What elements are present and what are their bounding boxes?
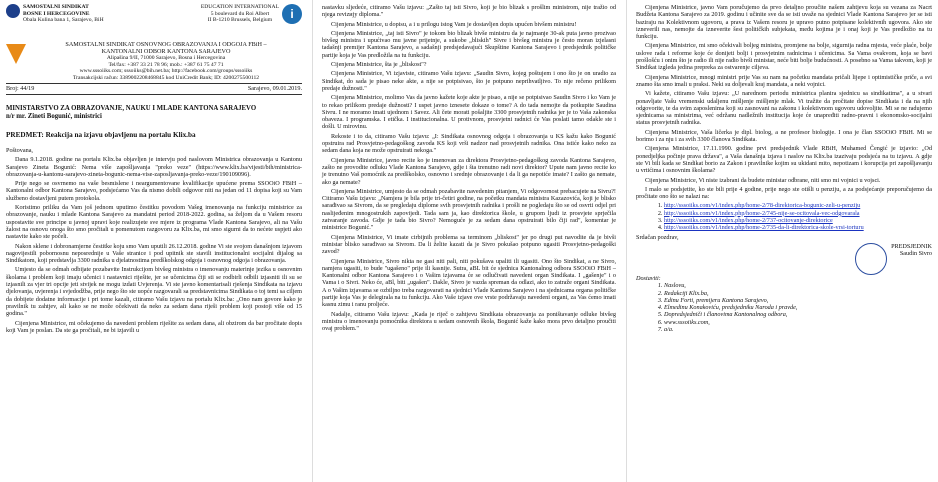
paragraph: Cijenjena Ministrice, 17.11.1990. godine prvi predsjednik Vlade RBiH, Muhamed Čengić je izjavio: „Od ponedjeljka počinje prava država", a Vaša današnja izjava i naslov na Klix.ba izazivaju podsjeća na tu izjavu. A gdje ste Vi bili kada se Sindikat borio za Zakon i pravilnike kojim su ukidani mito, nepotizam i korupcija pri zapošljavanju u vrtićima i osnovnim školama?	[636, 145, 932, 175]
letterhead-top	[6, 4, 302, 40]
org-address: Obala Kulina bana 1, Sarajevo, BiH	[23, 17, 104, 24]
paragraph: Cijenjena Ministrice, Vaša ličerka je dipl. biolog, a ne profesor biologije. I ona je član SSOOiO FBiH. Mi se borimo i za nju i za svih 3300 članova Sindikata.	[636, 128, 932, 144]
paragraph: Rekoste i to da, citiramo Vašu izjavu: „I: Sindikata osnovnog odgoja i obrazovanja u KS kažu kako Bogunić opstruira rad Prosvjetno-pedagoškog zavoda KS koji vrši nadzor nad prosvjetnih radnika. Ona istiće kako neko za sedam dana koja ne može opstruirati nekoga."	[322, 132, 616, 155]
links-list	[664, 202, 932, 231]
ei-address1: 5 boulevard du Roi Albert	[210, 10, 270, 17]
paragraph: Cijenjena Ministrice, molimo Vas da javno kažete koje akte je pisao, a nije se potpisivao Saudin Sivro i ko Vam je to rekao prilikom predaje dužnosti? I uspet javno iznesete dokaze o tome? A do tada nemojte da potkupite Saudina Sivru. I ne moramo imati ujednom i Savez. Ali čete morati pošalјite 3300 prosvjetnih radnika jer je to Vaša zakonska obaveza. I programska. I etička. I institucionalna. U protivnom, prosvjetni radnici će Vas poslati tamo odakle ste i došli. U mirovinu.	[322, 94, 616, 131]
addressee-block	[6, 105, 302, 121]
paragraph: I malo se podsjetite, ko ste bili prije 4 godine, prije nego ste otišli u penziju, a za podsjećanje preporučujemo da pročitate ono što se nalazi na:	[636, 185, 932, 201]
paragraph: Cijenjena Ministrice, Sivro nikta ne gasi niti pali, niti pokušava upaliti ili ugasiti. Ono što Sindikat, a ne Sivro, namjera ugasiti, to bude "ugašeno" prije ili kasnije. Sutra, aBL bit će sjednica Kantonalnog odbora SSOOiO FBiH – Kantonalni odbor Kantona Sarajevo i o Vašim izjavama će se odlučivati navedeni organ Sindikata. I „gašenje" i o Vama i o Sivri. Neko će, aBl, biti „ugašen". Dakle, Sivro je vazda spreman da odlazi, ako to zatraže organi Sindikata. A o Vašim izjavama se ozbiljno treba razgovarati na sjednici Vlade Kantona Sarajevo i na sjednicama organa političke partije koja Vas je delegirala na tu funkciju. Ako Vaše izjave ove vrste podržavaju navedeni organi, za Vas ćemo imati kasnu zimu i ranu proljeće.	[322, 257, 616, 309]
union-account: Transakcijski račun: 3389002208468845 kod UniCredit Bank; ID: 4200275500112	[72, 74, 260, 81]
header-divider	[6, 83, 302, 84]
union-letterhead	[6, 42, 302, 82]
paragraph: Cijenjena Ministrice, mnogi ministri prije Vas su nam na početku mandata pričali lijepe i optimističke priče, a svi znamo šta smo imali u praksi. Neki su dolјevali kraj mandata, a neki vojnici.	[636, 73, 932, 88]
reference-divider	[6, 94, 302, 95]
ei-address2: II B-1210 Brussels, Belgium	[207, 17, 273, 24]
paragraph: Cijenjena Ministrice, umjesto da se odmah pozabavite navedenim pitanjem, Vi odgovornost prebacujete na Sivru?! Citiramo Vašu izjavu: „Namjera je bila prije tri-četiri godine, na početku mandata ministra Kazazovića, koji je blisko sarađivao sa Sivrom, da se pregledaju diplome svih prosvjetnih radnika i prošli ne pogledaju što se od osvrti odjel pri naslijeđenim mnogostrukih zapovijedi. Tada sam ja, kao direktorica škole, u grupom ljudi iz prosvjete sprječila zatvaranje zavoda. Gdje je tada bio Sivro? Nemoguće je za sedam dana opstruirati bilo čiji rad", komentar je ministrice Bogunić."	[322, 187, 616, 232]
salutation: Poštovana,	[6, 146, 33, 154]
paragraph: Cijenjena Ministrice, u dopisu, a i u prilogu istog Vam je dostavljen dopis upućen bivšem ministru!	[331, 20, 577, 28]
distribution-title: Dostaviti:	[636, 274, 661, 282]
addressee-line1: MINISTARSTVO ZA OBRAZOVANJE, NAUKU I MLADE KANTONA SARAJEVO	[6, 104, 257, 112]
distribution-list	[664, 282, 932, 333]
union-title1: SAMOSTALNI SINDIKAT OSNOVNOG OBRAZOVANJA I ODGOJA FBiH –	[65, 41, 267, 48]
paragraph: Cijenjena Ministrice, Vi imate cirbijnih problema sa terminom „bliskost" jer po drugi put navodite da je bivši ministar blisko sarađivao sa Sivrom. Da li želite kazati da je Sivro pokušao potpuno ugasiti Prosvjetno-pedagoški zavod?	[322, 233, 616, 256]
list-item	[664, 202, 932, 209]
signature-block	[636, 243, 932, 275]
paragraph: Cijenjena Ministrice, šta je „bliskost"?	[331, 61, 427, 69]
union-address: Alipašina 9/II, 71000 Sarajevo, Bosna i Hercegovina	[106, 55, 226, 62]
letter-page-2	[316, 0, 622, 482]
paragraph: Cijenjena Ministrice, Vi izjaviste, citiramo Vašu izjavu: „Saudin Sivro, kojeg poštujem i ono što je on uradio za Sindikat, do sada je pisao neke akte, a nije se potpisivao, što je potpuno neprihvatljivo. To nije rečeno prilikom predaje dužnosti."	[322, 70, 616, 92]
paragraph: Nakon sklene i dobronamjerne čestitke koju smo Vam uputili 26.12.2018. godine Vi ste svojom današnjom izjavom nagovijestili pobornosnu neposrednije u Vaše stranice i pod upitnik ste stavili institucionalni socijalni dijalog sa Sindikatom, koji predstavlja 3300 radnika u djelatnostima predškolskog odgoja i osnovnog odgoja i obrazovanja.	[6, 242, 302, 265]
ref-date: Sarajevo, 09.01.2019.	[247, 84, 302, 92]
letter-page-1	[0, 0, 308, 482]
page-gap-2	[626, 0, 627, 482]
ei-logo-icon: i	[282, 4, 302, 24]
page-gap-1	[312, 0, 313, 482]
ei-info	[201, 4, 279, 24]
reference-link[interactable]: http://sssoiiks.com/v1/index.php/home-2/737-ocitovanje-direktorice	[664, 217, 833, 225]
union-title2: KANTONALNI ODBOR KANTONA SARAJEVO	[101, 47, 231, 55]
letter-page-3	[630, 0, 938, 482]
paragraph: Umjesto da se odmah odbijate pozabavite Instrukcijom bivšeg ministra o imenovanju materinje jezika u osnovnim školama i problem koji imaju učenici i nastavnici riješite, jer se učenicima čiji sti se rodbirli odbili izjasniti ili su se izjasnili za vjer tri opcije jeti stvijek ne mogu izdati Uvjerenja. Vi ste javno komentarisali rješenja Sindikata na izjavu djelovanja, uvjerenja i svjedodžba, prije nego što ste uopće razgovarali sa predstavnicima Sindikata o toj temi sa ciljem da dobijete dodatne informacije i pri tome kazali, citiramo Vašu izjavu na portalu Klix.ba: „Ono nam govore kako je pravilnik tu zahtjev, ali kako se ne može očekivati da neko za sedam dana riješi problem koji postoji više od 15 godina."	[6, 266, 302, 318]
reference-row	[6, 85, 302, 93]
sssbih-logo-icon	[6, 4, 20, 18]
union-logo-icon	[6, 44, 26, 64]
union-stamp-icon	[855, 243, 887, 275]
paragraph: Cijenjena Ministrice, mi očekujemo da navedeni problem riješite za sedam dana, ali obzirom da bar pročitate dopis koji Vam je poslan. Da ste ga pročitali, ne bi izjavili u	[6, 319, 302, 334]
paragraph: Prije nego se osvrnemo na vaše besmislene i neargumentovane kvalifikacije upućene prema SSOOiO FBiH – Kantonalni odbor Kantona Sarajevo, podsjećamo Vas da nismo dobili odgovor niti na jedan od 11 dopisa koji su Vam službeno dostavljeni putem protokola.	[6, 180, 302, 202]
reference-link[interactable]: http://sssoiiks.com/v1/index.php/home-2/78-direktorica-bogunic-zeli-u-penziju	[664, 202, 861, 210]
list-item: 5. Dopredsjedniči i članovima Kantonalnog odbora,	[664, 311, 932, 318]
union-web: www.sssoiiks.com; sssoiiks@bih.net.ba; http://facebook.com/groups/sssoiiks	[79, 68, 253, 75]
paragraph: Cijenjena Ministrice, javno recite ko je imenovan za direktora Prosvjetno-pedagoškog zavoda Kantona Sarajevo, zašto ne provodite odluku Vlade Kantona Sarajevo, gdje i šta trenutno radi novi direktor? Upute nam javno recite ko je trenutno Vaš pomoćnik za predškolsko, osnovno i srednje obrazovanje i da li ga nepotiće imate? I zašto ga nemate, ako ga nemate?	[322, 156, 616, 186]
list-item: 2. Redakciji Klix.ba,	[664, 290, 932, 297]
paragraph: Koristimo priliku da Vam još jednom uputimo čestitku povodom Vašeg imenovanja na funkciju ministrice za obrazovanje, nauku i mlade Kantona Sarajevo za mandatni period 2018-2022. godina, sa željom da u Vašem resoru uspostavite sve principe u javnoj upravi koje realizujete sve mjere iz programa Vlade Kantona Sarajevo, ali na Vašu žalost na osnovu onoga što smo pročitali u pomenutom razgovoru za Klix.ba, mi smo sigurni da to nećete uspjeti ako nastavite kako ste počeli.	[6, 204, 302, 241]
paragraph: nastavku sljedeće, citiramo Vašu izjavu: „Zašto taj isti Sivro, koji je bio blizak s prošlim ministrom, nije tražio od njega revizију diploma."	[322, 4, 616, 19]
paragraph: Vi kažete, citiramo Vašu izjavu: „U narednom periodu ministrica planira sjednicu sa sindikatima", a u stvari ponavljate Vašu vremenski udaljenu mišlјenje mišlјenje mlak. Vi tražite da pročitate dopise Sindikata i da na njih odgovorite, te da svim zaposlenima koji su zasnovani na zakonu i kolektivnom ugovoru udovoljite. Mi se ne radujemo sjednicama sa ministrima, već održanu nadležnih institucija koje će unapređiti radno-pravni i ekonomsko-socijalni status prosvjetnih radnika.	[636, 90, 932, 127]
list-item: 3. Edinu Forti, premijeru Kantona Sarajevo,	[664, 297, 932, 304]
subject-line: PREDMET: Reakcija na izjavu objavljenu na portalu Klix.ba	[6, 130, 196, 139]
ref-number: Broj: 44/19	[6, 84, 35, 92]
list-item: 1. Naslovu,	[664, 282, 932, 289]
reference-link[interactable]: http://sssoiiks.com/v1/index.php/home-2/745-nije-se-ocitovala-vec-odgovarala	[664, 209, 860, 217]
list-item	[664, 217, 932, 224]
addressee-line2: n/r mr. Zineti Bogunić, ministrici	[6, 112, 102, 120]
paragraph: Cijenjena Ministrice, „taj isti Sivro" je tokom bio blizak bivše ministru da je najmanje 30-ak puta javno prozivao bivšeg ministra i upućivao mu javne prijetnje, a sukobe „bliskih" Sivre i bivšeg ministra je često moran izjelasni tadašnji premijer Kantona Sarajevo, a sadašnji predsjedavajući Skupštine Kantona Sarajevo i predsjednik političke partije koja je Vas predložila na tu funkciju.	[322, 29, 616, 59]
signature-name: Saudin Sivro	[899, 250, 932, 258]
union-phone: Tel/fax: +387 33 21 78 96; mob.: +387 61 75 47 71	[108, 61, 224, 68]
list-item: 7. a/a.	[664, 326, 932, 333]
sssbih-info	[23, 4, 104, 24]
list-item: 6. www.sssoiiks.com,	[664, 319, 932, 326]
paragraph: Cijenjena Ministrice, javno Vam poručujemo da prvo detaljno proučite našem zahtjevu koja su vezana za Nacrt Budžeta Kantona Sarajevo za 2019. godinu i učinite sve da se isti uvaže na sjednici Vlade Kantona Sarajevo jer se isti baziraju na Kolektivnom ugovoru, a prava iz Vašem resoru je upravo putno potpisane kolektivnih ugovora. Ako ste izneverili nas, nemojte da izneverite šest političkih subjekata, među kojima je i onaj koji je Vas predložio na tu funkciju.	[636, 4, 932, 41]
closing: Srdačan pozdrav,	[636, 233, 679, 241]
paragraph: Dana 9.1.2018. godine na portalu Klix.ba objavljen je intervju pod naslovom Ministrica obrazovanja u Kantonu Sarajevo Zineta Bogunić: Nema više zapošljavanja "preko veze" (https://www.klix.ba/vijesti/bih/ministrica-obrazovanja-u-kantonu-sarajevo-zineta-bogunic-nema-vise-zaposljavanja-preko-veze/190109096).	[6, 156, 302, 178]
paragraph: Cijenjena Ministrice, Vi niste izabrani da budete ministar odbrane, niti smo mi vojnici u vojsci.	[645, 176, 881, 184]
list-item	[664, 224, 932, 231]
list-item	[664, 210, 932, 217]
ei-name: EDUCATION INTERNATIONAL	[200, 4, 279, 10]
org-name: SAMOSTALNI SINDIKAT	[23, 4, 89, 10]
paragraph: Nadalje, citiramo Vašu izjavu: „Kada je riječ o zahtjevu Sindikata obrazovanja za poništavanje odluke bivšeg ministra o imenovanju pomoćnika direktora u sedam osnovnih škola, Bogunić kaže kako mora prvo detaljno proučiti ovaj problem."	[322, 310, 616, 333]
org-region: BOSNE I HERCEGOVINE	[23, 10, 90, 17]
list-item: 4. Elmedinu Konakoviću, predsjedniku Naroda i pravde,	[664, 304, 932, 311]
paragraph: Cijenjena Ministrice, mi smo očekivali bolјeg ministra, promjene na bolje, sigurnija radna mjesta, veće plaće, bolje uslove rada i reforme koje će donijeti bolјi i prosvjetnim radnicima i učenicima. Sa Vama ovakvom, koja se bavi prošlošću i onim što je radio ili nije radio bivši ministar, neće biti bolje budućnosti. A posebno sa Vama takvom, koji je Sindikat izgleda jedina prepreka za ostvarenje cilјeva.	[636, 42, 932, 72]
reference-link[interactable]: http://sssoiiks.com/v1/index.php/home-2/735-da-li-direktorica-skole-vrsi-torturu	[664, 224, 864, 232]
signature-role: PREDSJEDNIK	[891, 242, 932, 250]
